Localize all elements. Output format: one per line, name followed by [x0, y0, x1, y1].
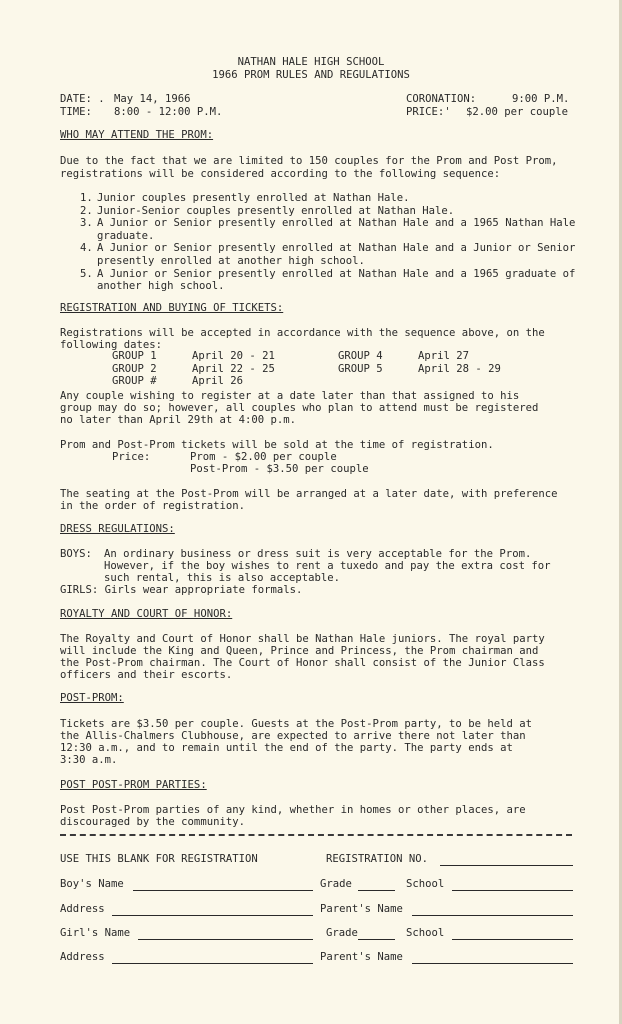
ticket-price-prom: Prom - $2.00 per couple [190, 451, 337, 463]
girls-school-label: School [406, 927, 445, 939]
boys-school-label: School [406, 878, 445, 890]
girls-school-field[interactable] [452, 939, 573, 940]
postprom-heading: POST-PROM: [60, 692, 124, 704]
girls-name-field[interactable] [138, 939, 313, 940]
girls-grade-field[interactable] [358, 939, 395, 940]
registration-heading: REGISTRATION AND BUYING OF TICKETS: [60, 302, 284, 314]
price-label: PRICE:' [406, 106, 451, 118]
late-text-3: no later than April 29th at 4:00 p.m. [60, 414, 296, 426]
royalty-heading: ROYALTY AND COURT OF HONOR: [60, 608, 233, 620]
royalty-text-3: the Post-Prom chairman. The Court of Honor shall consist of the Junior Class [60, 657, 545, 669]
postpost-heading: POST POST-PROM PARTIES: [60, 779, 207, 791]
attend-list [80, 192, 580, 293]
list-item: 1. Junior couples presently enrolled at Nathan Hale. [80, 192, 410, 204]
royalty-text-4: officers and their escorts. [60, 669, 233, 681]
time-value: 8:00 - 12:00 P.M. [114, 106, 223, 118]
list-item: 4. A Junior or Senior presently enrolled at Nathan Hale and a Junior or Senior presently enrolled at another high school. [80, 242, 576, 267]
ticket-price-label: Price: [112, 451, 151, 463]
coronation-value: 9:00 P.M. [512, 93, 570, 105]
seating-text-2: in the order of registration. [60, 500, 245, 512]
registration-intro-2: following dates: [60, 339, 163, 351]
boys-name-field[interactable] [133, 890, 313, 891]
postprom-text-2: the Allis-Chalmers Clubhouse, are expected to arrive there not later than [60, 730, 526, 742]
table-row: GROUP # April 26 [112, 375, 244, 388]
list-item: 3. A Junior or Senior presently enrolled at Nathan Hale and a 1965 Nathan Hale graduate. [80, 217, 576, 242]
attend-intro-2: registrations will be considered according to the following sequence: [60, 168, 501, 180]
tickets-text: Prom and Post-Prom tickets will be sold at the time of registration. [60, 439, 494, 451]
table-row: GROUP 2 April 22 - 25 GROUP 5 April 28 - 29 [112, 362, 501, 375]
boys-parent-label: Parent's Name [320, 903, 403, 915]
cut-line [60, 834, 572, 836]
registration-intro-1: Registrations will be accepted in accordance with the sequence above, on the [60, 327, 545, 339]
boys-parent-field[interactable] [412, 915, 573, 916]
boys-grade-label: Grade [320, 878, 352, 890]
boys-text-3: such rental, this is also acceptable. [104, 572, 340, 584]
late-text-1: Any couple wishing to register at a date later than that assigned to his [60, 390, 520, 402]
royalty-text-2: will include the King and Queen, Prince and Princess, the Prom chairman and [60, 645, 539, 657]
boys-text-1: An ordinary business or dress suit is very acceptable for the Prom. [104, 548, 532, 560]
attend-intro-1: Due to the fact that we are limited to 150 couples for the Prom and Post Prom, [60, 155, 558, 167]
girls-address-field[interactable] [112, 963, 313, 964]
form-regno-label: REGISTRATION NO. [326, 853, 429, 865]
girls-text: GIRLS: Girls wear appropriate formals. [60, 584, 303, 596]
girls-grade-label: Grade [326, 927, 358, 939]
table-row: GROUP 1 April 20 - 21 GROUP 4 April 27 [112, 350, 470, 362]
boys-school-field[interactable] [452, 890, 573, 891]
postprom-text-1: Tickets are $3.50 per couple. Guests at the Post-Prom party, to be held at [60, 718, 532, 730]
late-text-2: group may do so; however, all couples who plan to attend must be registered [60, 402, 539, 414]
date-label: DATE: . [60, 93, 105, 105]
attend-heading: WHO MAY ATTEND THE PROM: [60, 129, 214, 141]
time-label: TIME: [60, 106, 92, 118]
school-name: NATHAN HALE HIGH SCHOOL [237, 56, 385, 68]
postprom-text-3: 12:30 a.m., and to remain until the end of the party. The party ends at [60, 742, 513, 754]
girls-address-label: Address [60, 951, 105, 963]
boys-label: BOYS: [60, 548, 92, 560]
postprom-text-4: 3:30 a.m. [60, 754, 118, 766]
boys-name-label: Boy's Name [60, 878, 124, 890]
postpost-text-1: Post Post-Prom parties of any kind, whether in homes or other places, are [60, 804, 526, 816]
list-item: 2. Junior-Senior couples presently enrolled at Nathan Hale. [80, 204, 455, 217]
coronation-label: CORONATION: [406, 93, 477, 105]
price-value: $2.00 per couple [466, 106, 569, 118]
boys-text-2: However, if the boy wishes to rent a tuxedo and pay the extra cost for [104, 560, 551, 572]
girls-parent-field[interactable] [412, 963, 573, 964]
date-value: May 14, 1966 [114, 93, 191, 105]
seating-text-1: The seating at the Post-Prom will be arranged at a later date, with preference [60, 488, 558, 500]
dress-heading: DRESS REGULATIONS: [60, 523, 175, 535]
list-item: 5. A Junior or Senior presently enrolled at Nathan Hale and a 1965 graduate of another high school. [80, 267, 576, 293]
form-blank-label: USE THIS BLANK FOR REGISTRATION [60, 853, 258, 865]
group-dates-table [112, 350, 501, 388]
boys-address-label: Address [60, 903, 105, 915]
boys-address-field[interactable] [112, 915, 313, 916]
postpost-text-2: discouraged by the community. [60, 816, 245, 828]
girls-parent-label: Parent's Name [320, 951, 403, 963]
ticket-price-post: Post-Prom - $3.50 per couple [190, 463, 369, 475]
girls-name-label: Girl's Name [60, 927, 131, 939]
royalty-text-1: The Royalty and Court of Honor shall be Nathan Hale juniors. The royal party [60, 633, 545, 645]
regno-field[interactable] [440, 865, 573, 866]
document-title: 1966 PROM RULES AND REGULATIONS [212, 69, 410, 81]
boys-grade-field[interactable] [358, 890, 395, 891]
